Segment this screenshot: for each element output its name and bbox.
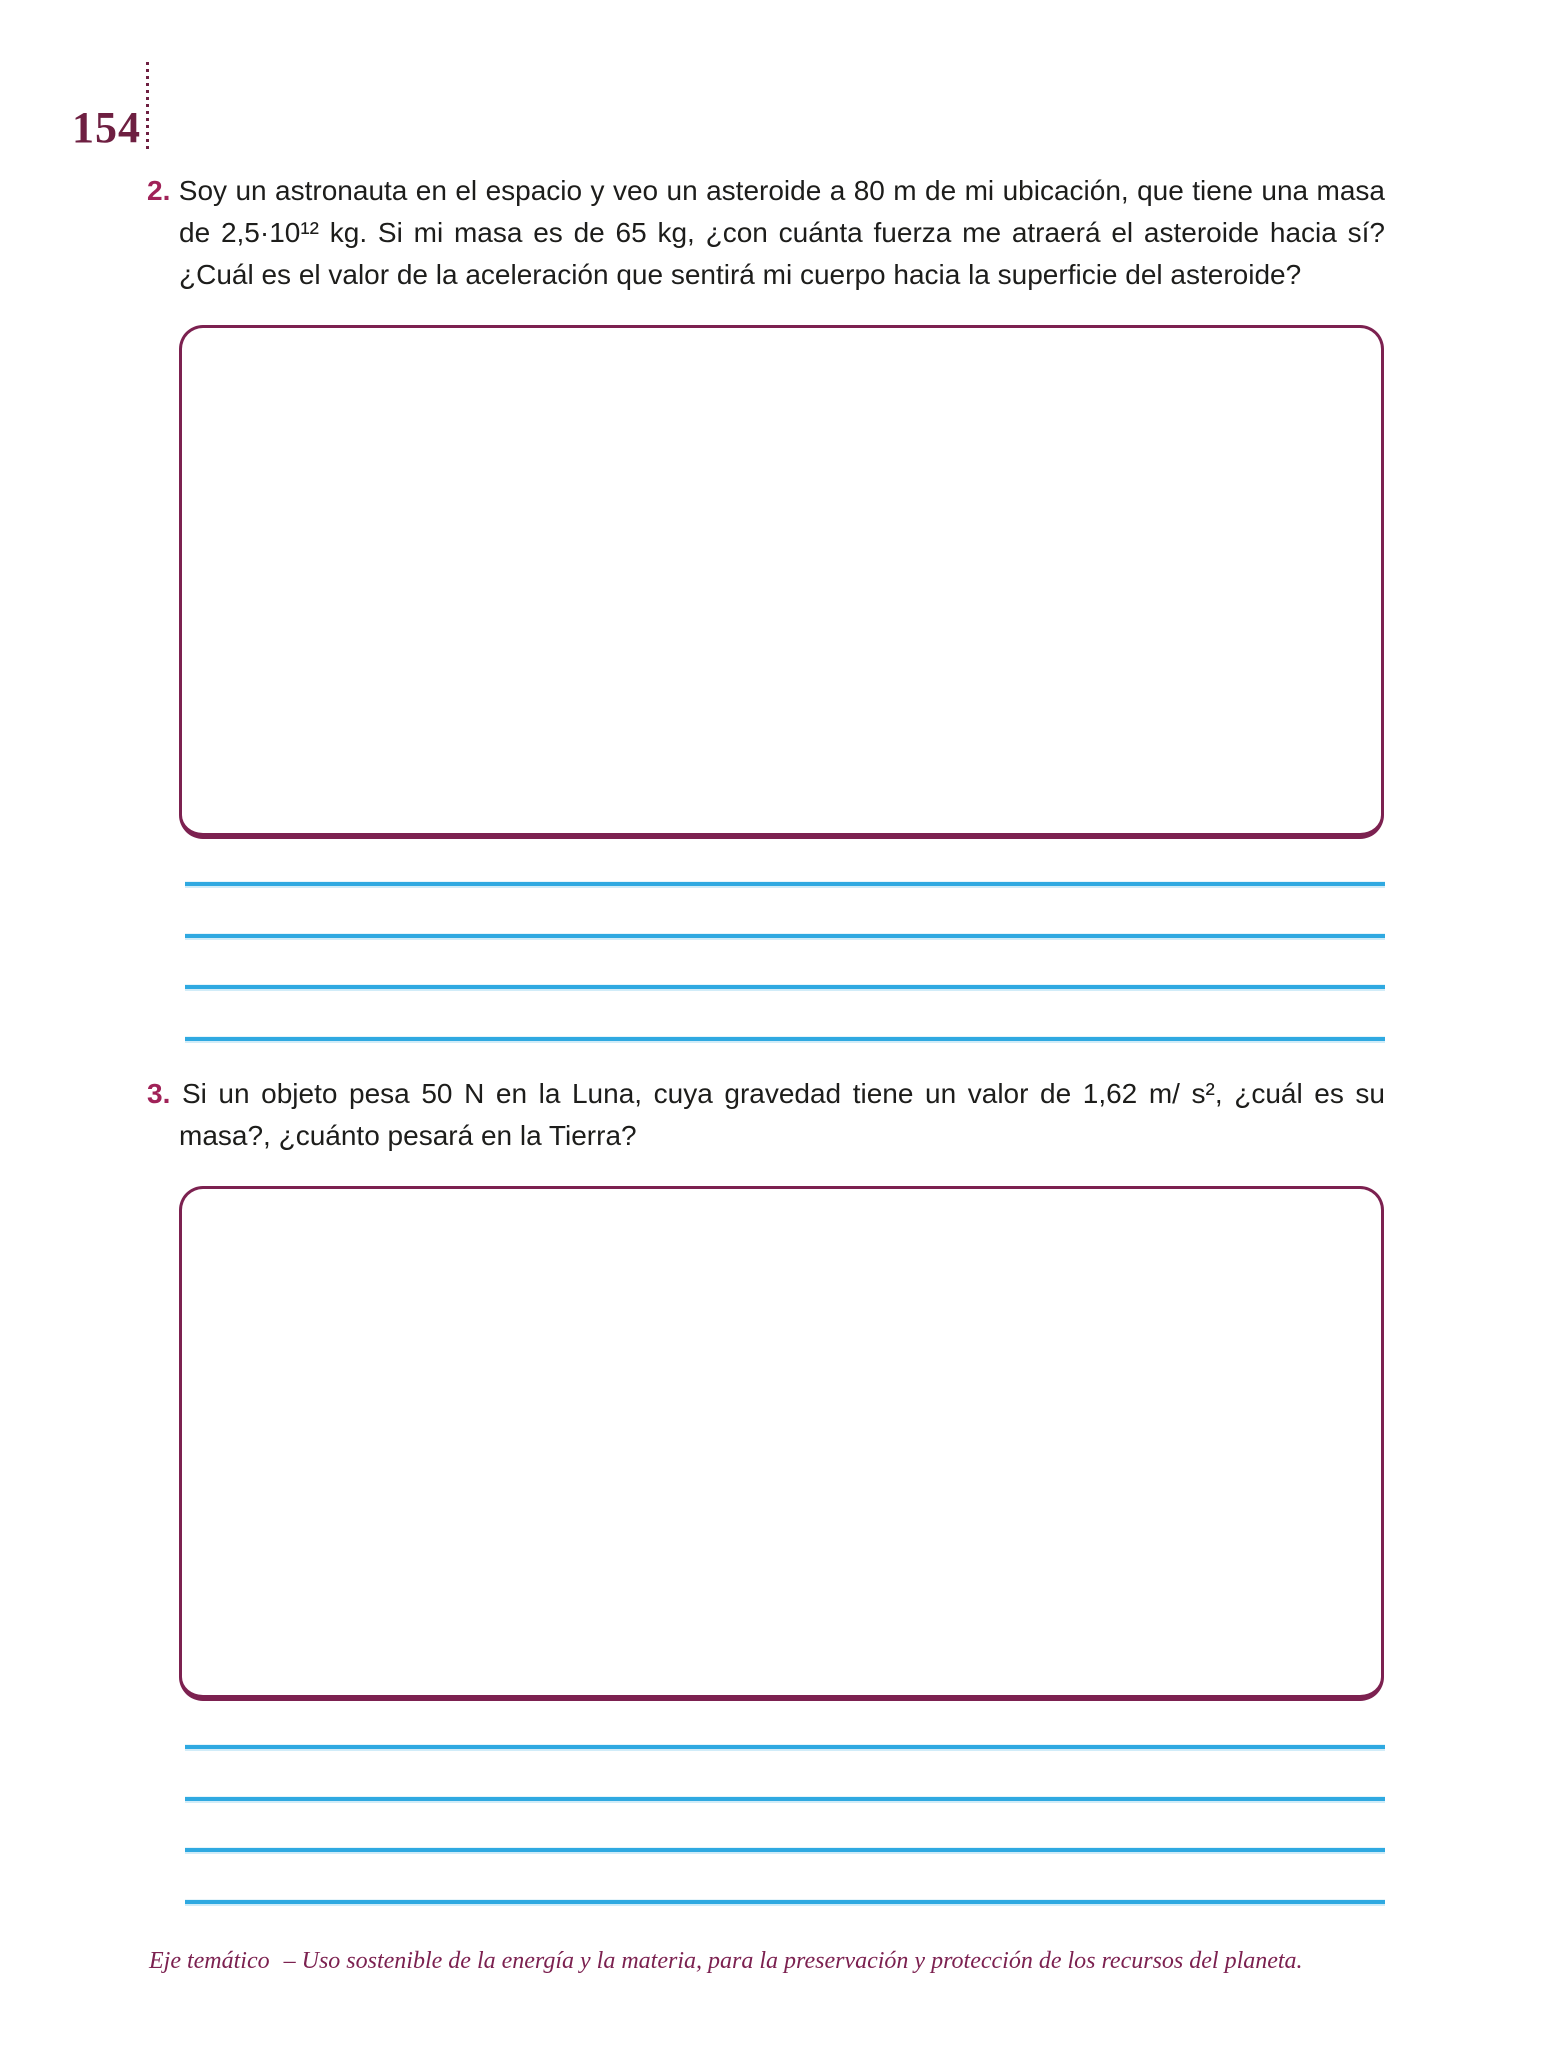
question-2-line-2: de 2,5·10¹² kg. Si mi masa es de 65 kg, ¿con cuánta fuerza me atraerá el asteroide hacia sí? (179, 217, 1385, 248)
page-number-dotted-rule (146, 62, 149, 150)
question-2-line-3: ¿Cuál es el valor de la aceleración que sentirá mi cuerpo hacia la superficie del asteroide? (179, 259, 1302, 290)
answer-line[interactable] (185, 882, 1385, 886)
answer-line[interactable] (185, 1848, 1385, 1852)
question-3-line-1 (147, 1073, 1385, 1115)
answer-line[interactable] (185, 1900, 1385, 1904)
question-2 (147, 170, 1385, 296)
answer-line[interactable] (185, 985, 1385, 989)
answer-lines-question-3 (185, 1745, 1385, 1904)
question-2-line-1 (147, 170, 1385, 212)
footer-theme-text: – Uso sostenible de la energía y la materia, para la preservación y protección de los recursos del planeta. (283, 1948, 1303, 1974)
footer-theme-label: Eje temático (149, 1948, 270, 1974)
footer-theme (149, 1947, 1303, 1976)
question-2-number: 2. (147, 175, 171, 206)
question-3 (147, 1073, 1385, 1157)
answer-line[interactable] (185, 1797, 1385, 1801)
answer-line[interactable] (185, 934, 1385, 938)
question-3-line-2: masa?, ¿cuánto pesará en la Tierra? (179, 1120, 637, 1151)
question-3-line-1-text: Si un objeto pesa 50 N en la Luna, cuya gravedad tiene un valor de 1,62 m/ s², ¿cuál es su (181, 1078, 1386, 1109)
page-number: 154 (72, 103, 141, 152)
question-2-line-1-text: Soy un astronauta en el espacio y veo un asteroide a 80 m de mi ubicación, que tiene una masa (178, 175, 1386, 206)
answer-box-question-3[interactable] (179, 1186, 1384, 1701)
answer-lines-question-2 (185, 882, 1385, 1041)
answer-line[interactable] (185, 1745, 1385, 1749)
answer-box-question-2[interactable] (179, 325, 1384, 839)
question-3-number: 3. (147, 1078, 171, 1109)
answer-line[interactable] (185, 1037, 1385, 1041)
